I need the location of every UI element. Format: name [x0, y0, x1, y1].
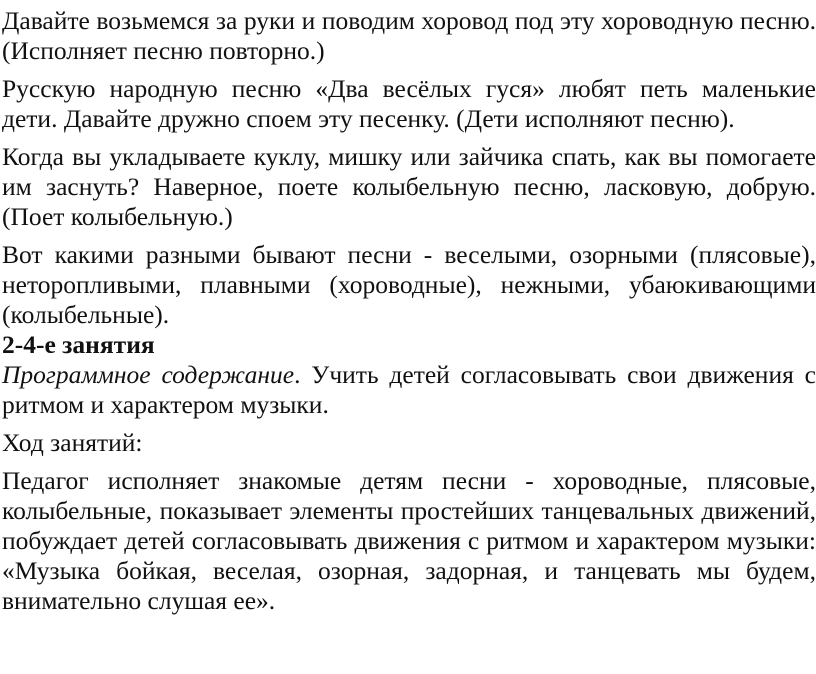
- section-heading: 2-4-е занятия: [2, 330, 155, 359]
- paragraph-song-types: Вот какими разными бывают песни - веселыми, озорными (плясовые), неторопливыми, плавными (хороводные), нежными, убаюкивающими (колыбельные).: [2, 240, 816, 329]
- program-content-label: Программное содержание: [2, 360, 295, 389]
- program-content-text: . Учить детей согласовывать свои движения с ритмом и характером музыки.: [2, 360, 816, 419]
- course-label: Ход занятий:: [2, 428, 143, 457]
- paragraph-teacher: Педагог исполняет знакомые детям песни - хороводные, плясовые, колыбельные, показывает элементы простейших танцевальных движений, побуждает детей согласовывать движения с ритмом и характером музыки: «Музыка бойкая, веселая, озорная, задорная, и танцевать мы будем, внимательно слушая ее».: [2, 466, 816, 615]
- paragraph-lullaby: Когда вы укладываете куклу, мишку или зайчика спать, как вы помогаете им заснуть? Наверное, поете колыбельную песню, ласковую, добрую. (Поет колыбельную.): [2, 142, 816, 231]
- program-content-paragraph: [2, 360, 816, 420]
- paragraph-two-geese: Русскую народную песню «Два весёлых гуся» любят петь маленькие дети. Давайте дружно споем эту песенку. (Дети исполняют песню).: [2, 74, 816, 133]
- paragraph-khorovod: Давайте возьмемся за руки и поводим хоровод под эту хороводную песню. (Исполняет песню повторно.): [2, 6, 816, 65]
